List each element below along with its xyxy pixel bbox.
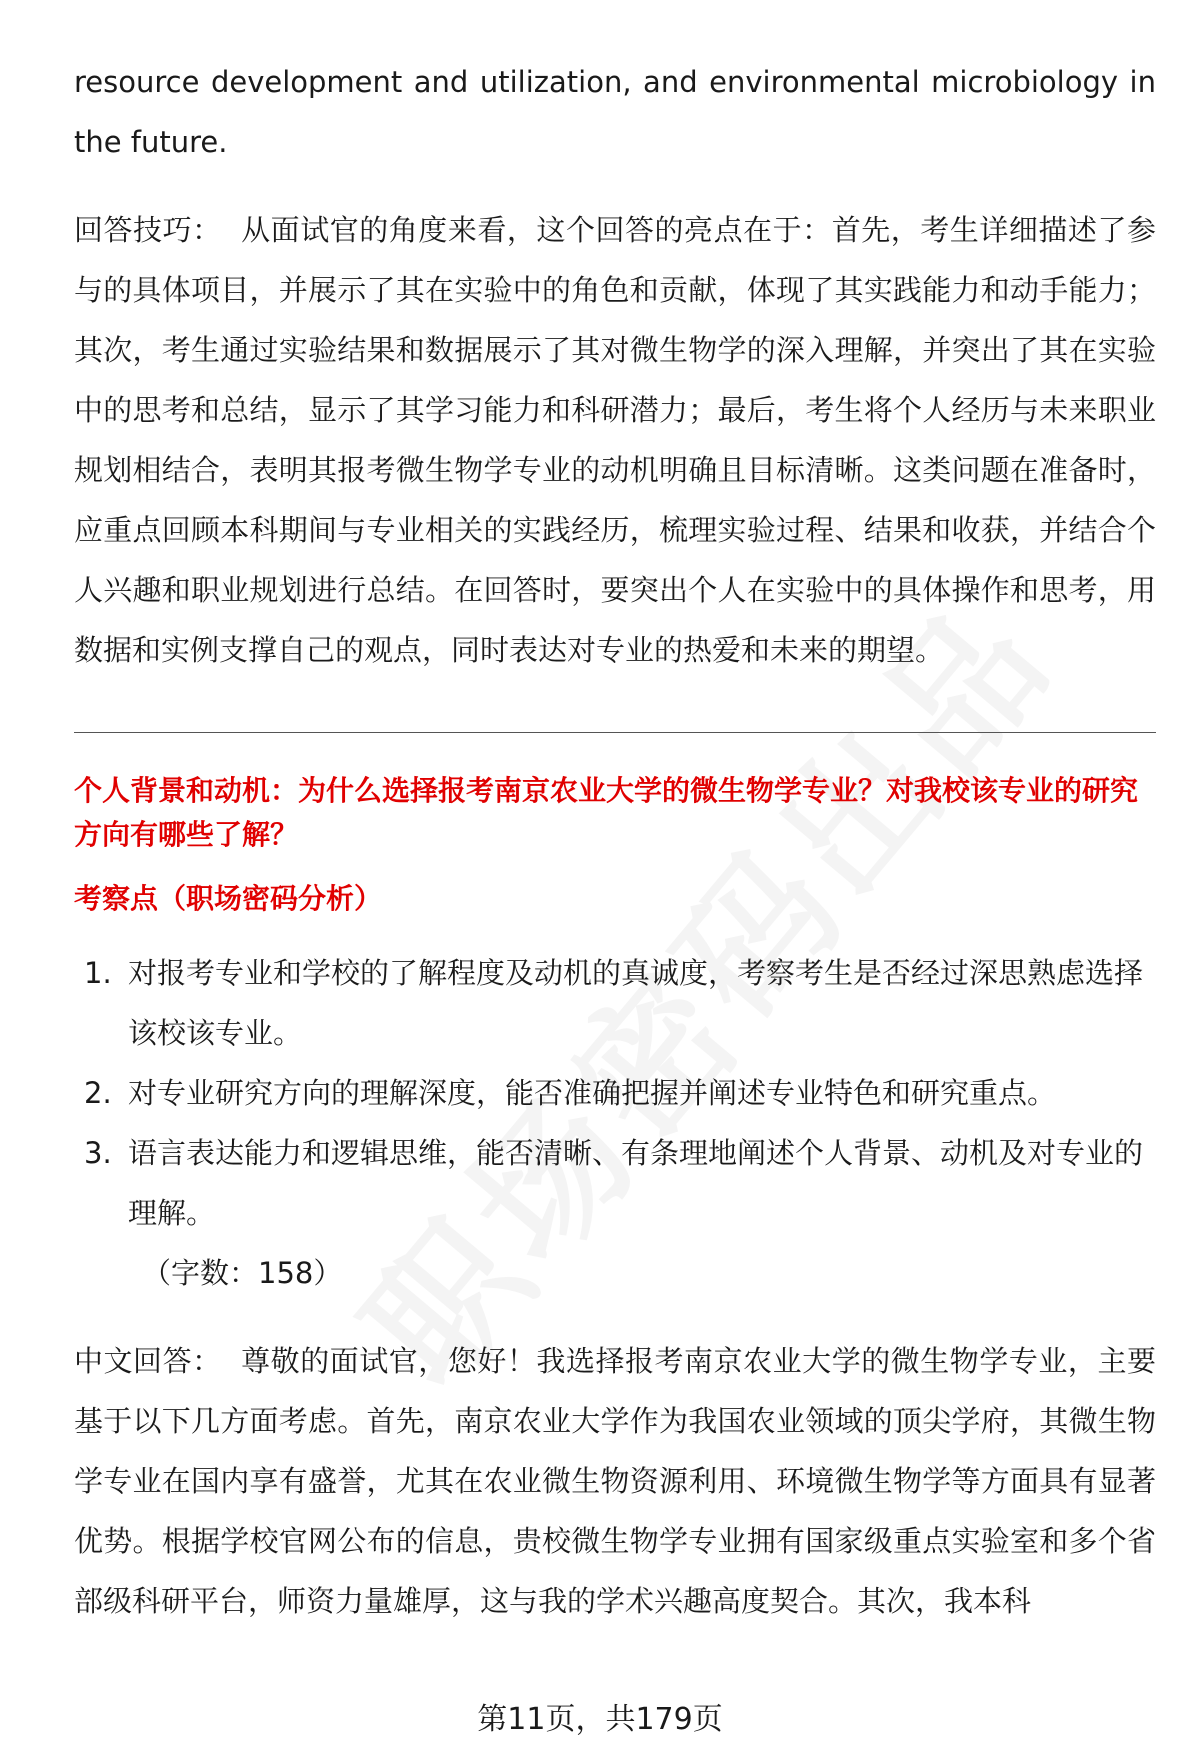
answer-text: 尊敬的面试官，您好！我选择报考南京农业大学的微生物学专业，主要基于以下几方面考虑。首先，南京农业大学作为我国农业领域的顶尖学府，其微生物学专业在国内享有盛誉，尤其在农业微生物资源利用、环境微生物学等方面具有显著优势。根据学校官网公布的信息，贵校微生物学专业拥有国家级重点实验室和多个省部级科研平台，师资力量雄厚，这与我的学术兴趣高度契合。其次，我本科 bbox=[74, 1344, 1156, 1618]
list-item-text: 对专业研究方向的理解深度，能否准确把握并阐述专业特色和研究重点。 bbox=[128, 1076, 1057, 1110]
document-page bbox=[74, 52, 1156, 1631]
tips-text: 从面试官的角度来看，这个回答的亮点在于：首先，考生详细描述了参与的具体项目，并展示了其在实验中的角色和贡献，体现了其实践能力和动手能力；其次，考生通过实验结果和数据展示了其对微生物学的深入理解，并突出了其在实验中的思考和总结，显示了其学习能力和科研潜力；最后，考生将个人经历与未来职业规划相结合，表明其报考微生物学专业的动机明确且目标清晰。这类问题在准备时，应重点回顾本科期间与专业相关的实践经历，梳理实验过程、结果和收获，并结合个人兴趣和职业规划进行总结。在回答时，要突出个人在实验中的具体操作和思考，用数据和实例支撑自己的观点，同时表达对专业的热爱和未来的期望。 bbox=[74, 213, 1156, 667]
section-divider bbox=[74, 732, 1156, 733]
answer-label: 中文回答： bbox=[74, 1344, 222, 1378]
page-number: 第11页，共179页 bbox=[477, 1702, 723, 1737]
list-item-text: 对报考专业和学校的了解程度及动机的真诚度，考察考生是否经过深思熟虑选择该校该专业。 bbox=[128, 956, 1144, 1050]
points-list bbox=[74, 943, 1156, 1243]
word-count: （字数：158） bbox=[142, 1256, 343, 1290]
list-item-number: 1. bbox=[84, 956, 112, 990]
question-title: 个人背景和动机：为什么选择报考南京农业大学的微生物学专业？对我校该专业的研究方向有哪些了解？ bbox=[74, 774, 1139, 851]
tips-label: 回答技巧： bbox=[74, 213, 222, 247]
list-item bbox=[74, 1063, 1156, 1123]
intro-paragraph: resource development and utilization, and environmental microbiology in the future. bbox=[74, 65, 1156, 159]
answer-paragraph bbox=[74, 1331, 1156, 1631]
list-item bbox=[74, 1123, 1156, 1243]
points-heading: 考察点（职场密码分析） bbox=[74, 882, 383, 915]
list-item-number: 2. bbox=[84, 1076, 112, 1110]
tips-paragraph bbox=[74, 200, 1156, 680]
list-item-text: 语言表达能力和逻辑思维，能否清晰、有条理地阐述个人背景、动机及对专业的理解。 bbox=[128, 1136, 1144, 1230]
list-item-number: 3. bbox=[84, 1136, 112, 1170]
list-item bbox=[74, 943, 1156, 1063]
